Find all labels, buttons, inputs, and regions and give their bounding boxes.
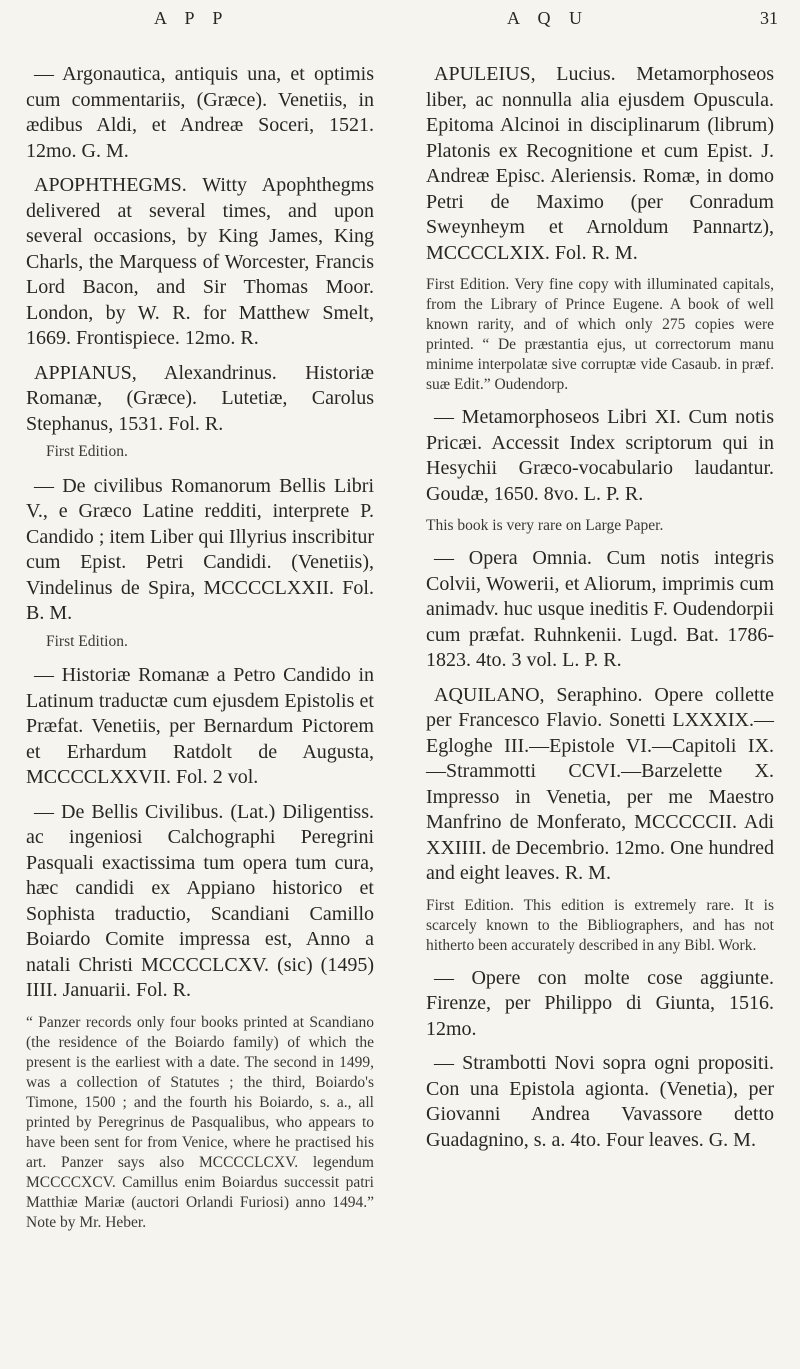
running-header [0, 8, 800, 38]
note-metamorphoseos: This book is very rare on Large Paper. [426, 517, 664, 534]
right-column [426, 62, 774, 1162]
entry-apophthegms: APOPHTHEGMS. Witty Apophthegms delivered at several times, and upon several occasions, by King James, King Charls, the Marquess of Worcester, Francis Lord Bacon, and Sir Thomas Moor. London, by W. R. for Matthew Smelt, 1669. Frontispiece. 12mo. R. [26, 174, 374, 349]
entry-de-bellis-civilibus: — De Bellis Civilibus. (Lat.) Diligentiss. ac ingeniosi Calchographi Peregrini Pasquali exactissima tum opera tum cura, hæc candidi ex Appiano historico et Sophista traductio, Scandiani Camillo Boiardo Comite impressa est, Anno a natali Christi MCCCCLCXV. (sic) (1495) IIII. Januarii. Fol. R. [26, 800, 374, 1001]
entry-aquilano: AQUILANO, Seraphino. Opere collette per Francesco Flavio. Sonetti LXXXIX.—Egloghe III.—Epistole VI.—Capitoli IX.—Strammotti CCVI.—Barzelette X. Impresso in Venetia, per me Maestro Manfrino de Monferato, MCCCCCII. Adi XXIIII. de Decembrio. 12mo. One hundred and eight leaves. R. M. [426, 683, 774, 884]
entry-de-civilibus-text: — De civilibus Romanorum Bellis Libri V., e Græco Latine redditi, interprete P. Candido ; item Liber qui Illyrius inscribitur cum Epist. Petri Candidi. (Venetiis), Vindelinus de Spira, MCCCCLXXII. Fol. B. M. [26, 474, 374, 624]
running-head-right: A Q U [507, 8, 590, 28]
page-number: 31 [760, 8, 778, 28]
note-apuleius: First Edition. Very fine copy with illuminated capitals, from the Library of Prince Eugene. A book of well known rarity, and of which only 275 copies were printed. “ De præstantia ejus, ut correctorum manu minime interpolatæ sive corruptæ vide Casaub. in præf. suæ Edit.” Oudendorp. [426, 276, 774, 393]
entry-appianus-text: APPIANUS, Alexandrinus. Historiæ Romanæ, (Græce). Lutetiæ, Carolus Stephanus, 1531. Fol. R. [26, 361, 374, 435]
edition-note: First Edition. [46, 443, 128, 460]
entry-apuleius: APULEIUS, Lucius. Metamorphoseos liber, ac nonnulla alia ejusdem Opuscula. Epitoma Alcinoi in disciplinarum (librum) Platonis ex Recognitione et cum Epist. J. Andreæ Episc. Aleriensis. Romæ, in domo Petri de Maximo (per Conradum Sweynheym et Arnoldum Pannartz), MCCCCLXIX. Fol. R. M. [426, 63, 774, 264]
note-panzer: “ Panzer records only four books printed at Scandiano (the residence of the Boiardo family) of which the present is the earliest with a date. The second in 1499, was a collection of Statutes ; the third, Boiardo's Timone, 1500 ; and the fourth his Boiardo, s. a., all printed by Peregrinus de Pasqualibus, who appears to have been sent for from Venice, where he practised his art. Panzer says also MCCCCLCXV. legendum MCCCCXCV. Camillus enim Boiardus successit patri Matthiæ Mariæ (auctori Orlandi Furiosi) anno 1494.” Note by Mr. Heber. [26, 1013, 374, 1231]
entry-opera-omnia: — Opera Omnia. Cum notis integris Colvii, Wowerii, et Aliorum, imprimis cum animadv. huc usque ineditis F. Oudendorpii cum præfat. Ruhnkenii. Lugd. Bat. 1786-1823. 4to. 3 vol. L. P. R. [426, 547, 774, 671]
entry-strambotti: — Strambotti Novi sopra ogni propositi. Con una Epistola agionta. (Venetia), per Giovanni Andrea Vavassore detto Guadagnino, s. a. 4to. Four leaves. G. M. [426, 1052, 774, 1151]
running-head-left: A P P [154, 8, 230, 28]
entry-metamorphoseos: — Metamorphoseos Libri XI. Cum notis Pricæi. Accessit Index scriptorum qui in Hesychii Græco-vocabulario laudantur. Goudæ, 1650. 8vo. L. P. R. [426, 406, 774, 505]
note-aquilano: First Edition. This edition is extremely rare. It is scarcely known to the Bibliographers, and has not hitherto been accurately described in any Bibl. Work. [426, 896, 774, 954]
entry-argonautica: — Argonautica, antiquis una, et optimis cum commentariis, (Græce). Venetiis, in ædibus Aldi, et Andreæ Soceri, 1521. 12mo. G. M. [26, 63, 374, 162]
entry-de-civilibus [26, 474, 374, 655]
entry-opere-con-molte: — Opere con molte cose aggiunte. Firenze, per Philippo di Giunta, 1516. 12mo. [426, 966, 774, 1040]
entry-historiae-romanae: — Historiæ Romanæ a Petro Candido in Latinum traductæ cum ejusdem Epistolis et Præfat. Venetiis, per Bernardum Pictorem et Erhardum Ratdolt de Augusta, MCCCCLXXVII. Fol. 2 vol. [26, 664, 374, 788]
left-column [26, 62, 374, 1243]
entry-appianus [26, 361, 374, 465]
edition-note: First Edition. [46, 632, 128, 650]
